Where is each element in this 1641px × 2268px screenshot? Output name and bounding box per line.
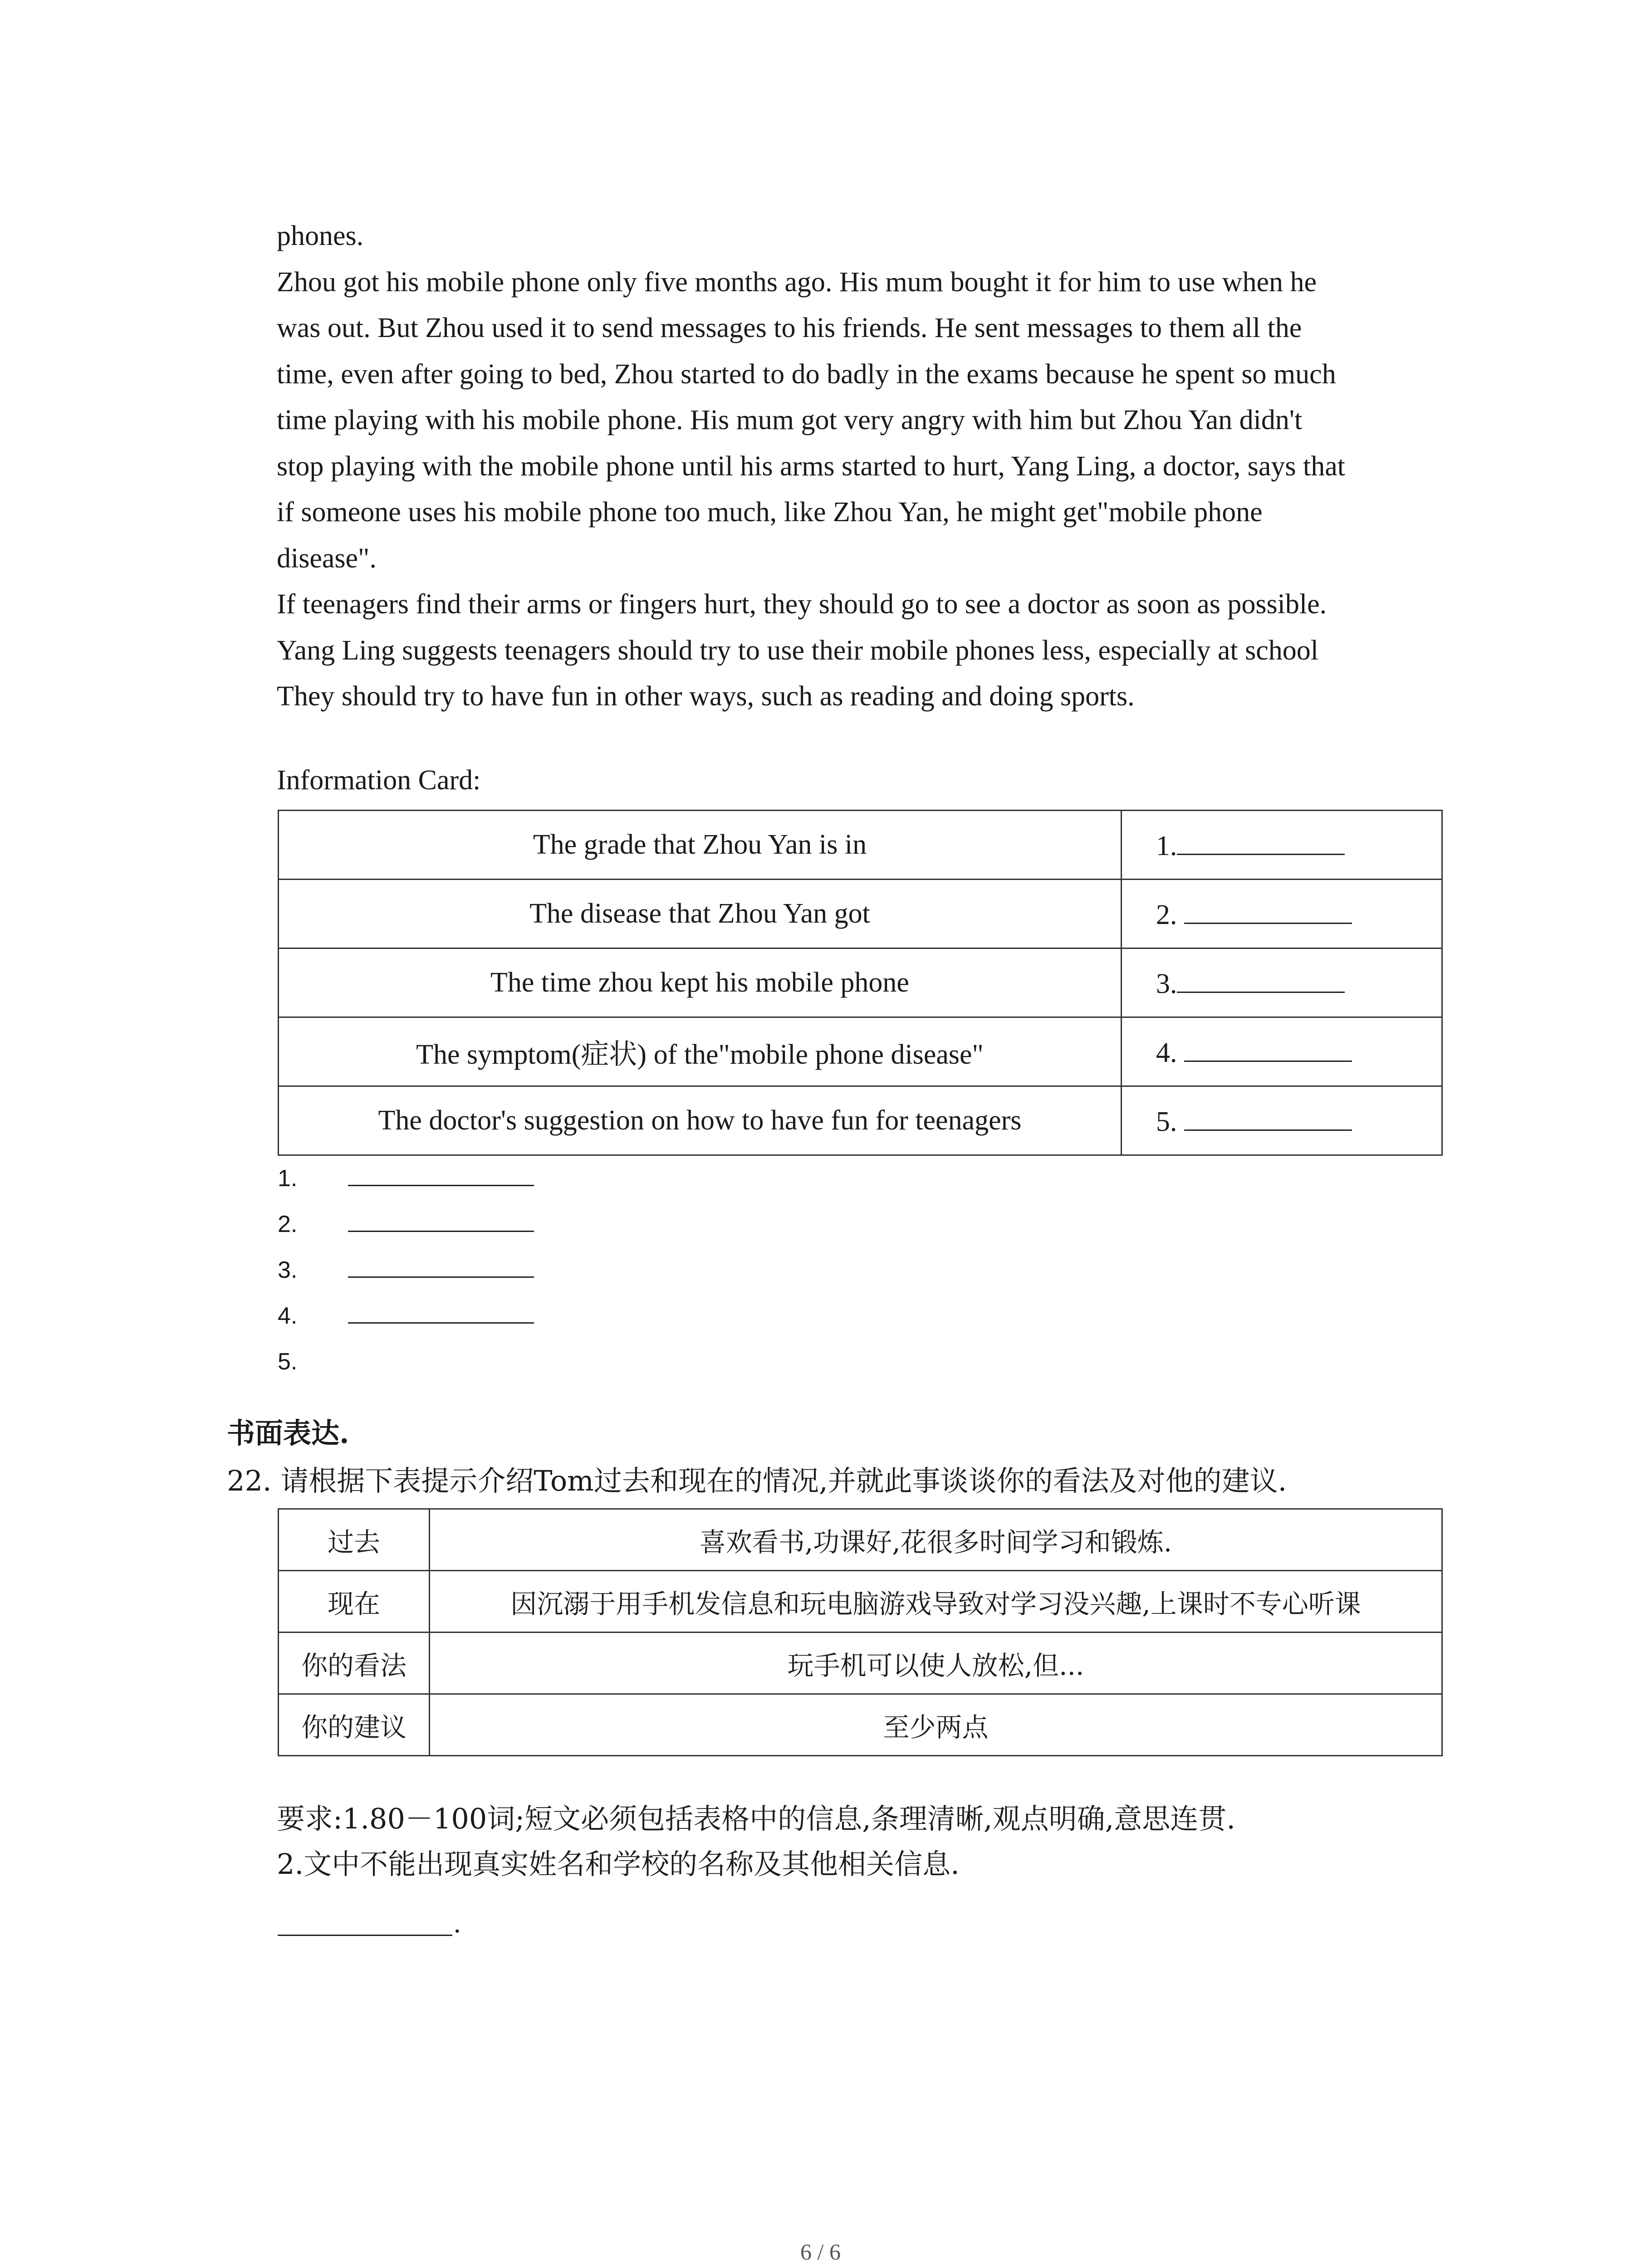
answer-blank[interactable]: [1184, 1034, 1352, 1062]
answer-blank[interactable]: [1177, 827, 1345, 855]
passage-line: phones.: [277, 220, 364, 251]
table-value: 因沉溺于用手机发信息和玩电脑游戏导致对学习没兴趣,上课时不专心听课: [430, 1571, 1442, 1633]
passage-line: if someone uses his mobile phone too much, like Zhou Yan, he might get"mobile phone: [277, 497, 1263, 528]
essay-answer-line[interactable]: [278, 1907, 452, 1936]
information-card-label: Information Card:: [277, 765, 481, 796]
answer-number: 5.: [278, 1349, 298, 1375]
answer-number: 3.: [278, 1257, 298, 1283]
table-key: 你的看法: [279, 1633, 430, 1694]
answer-blank[interactable]: [1184, 1103, 1352, 1131]
table-value: 喜欢看书,功课好,花很多时间学习和锻炼.: [430, 1509, 1442, 1571]
table-row: [279, 880, 1442, 948]
card-answer-number: 1.: [1156, 831, 1177, 861]
answer-blank[interactable]: [1184, 896, 1352, 924]
requirement-line: 2.文中不能出现真实姓名和学校的名称及其他相关信息.: [277, 1848, 960, 1881]
passage-line: stop playing with the mobile phone until his arms started to hurt, Yang Ling, a doctor, says that: [277, 450, 1345, 482]
passage-line: disease".: [277, 543, 377, 574]
table-key: 现在: [279, 1571, 430, 1633]
table-row: [279, 1509, 1442, 1571]
passage-line: Yang Ling suggests teenagers should try to use their mobile phones less, especially at school: [277, 635, 1318, 666]
section-heading: 书面表达.: [227, 1417, 349, 1450]
table-row: [279, 1633, 1442, 1694]
card-answer-number: 2.: [1156, 899, 1184, 930]
card-answer-cell[interactable]: [1121, 1086, 1442, 1155]
passage-line: Zhou got his mobile phone only five months ago. His mum bought it for him to use when he: [277, 266, 1317, 298]
card-answer-number: 3.: [1156, 968, 1177, 999]
reading-passage: [277, 213, 1456, 720]
card-answer-cell[interactable]: [1121, 811, 1442, 880]
card-answer-number: 5.: [1156, 1106, 1184, 1137]
card-answer-cell[interactable]: [1121, 948, 1442, 1017]
card-question: The symptom(症状) of the"mobile phone disease": [279, 1017, 1122, 1086]
card-answer-cell[interactable]: [1121, 880, 1442, 948]
page-number: 6 / 6: [800, 2239, 841, 2264]
answer-number: 2.: [278, 1211, 298, 1237]
card-question: The time zhou kept his mobile phone: [279, 948, 1122, 1017]
passage-line: time playing with his mobile phone. His mum got very angry with him but Zhou Yan didn't: [277, 405, 1303, 435]
answer-blank[interactable]: [1177, 965, 1345, 993]
card-answer-number: 4.: [1156, 1037, 1184, 1068]
table-key: 过去: [279, 1509, 430, 1571]
passage-line: was out. But Zhou used it to send messages to his friends. He sent messages to them all the: [277, 313, 1302, 343]
table-row: [279, 811, 1442, 880]
answer-line[interactable]: [348, 1322, 534, 1324]
answer-number: 4.: [278, 1303, 298, 1329]
table-row: [279, 1086, 1442, 1155]
card-question: The disease that Zhou Yan got: [279, 880, 1122, 948]
answer-number: 1.: [278, 1165, 298, 1192]
table-value: 至少两点: [430, 1694, 1442, 1756]
card-question: The doctor's suggestion on how to have fun for teenagers: [279, 1086, 1122, 1155]
answer-line[interactable]: [348, 1276, 534, 1278]
table-key: 你的建议: [279, 1694, 430, 1756]
writing-question: 22. 请根据下表提示介绍Tom过去和现在的情况,并就此事谈谈你的看法及对他的建议.: [227, 1464, 1287, 1497]
answer-line[interactable]: [348, 1185, 534, 1186]
tom-info-table: [278, 1508, 1443, 1756]
essay-answer-end: .: [454, 1908, 461, 1939]
information-card-table: [278, 810, 1443, 1156]
table-row: [279, 1694, 1442, 1756]
table-row: [279, 1017, 1442, 1086]
table-row: [279, 948, 1442, 1017]
answer-line[interactable]: [348, 1231, 534, 1232]
passage-line: time, even after going to bed, Zhou started to do badly in the exams because he spent so much: [277, 358, 1336, 390]
card-answer-cell[interactable]: [1121, 1017, 1442, 1086]
table-value: 玩手机可以使人放松,但...: [430, 1633, 1442, 1694]
passage-line: They should try to have fun in other ways, such as reading and doing sports.: [277, 681, 1135, 712]
card-question: The grade that Zhou Yan is in: [279, 811, 1122, 880]
requirement-line: 要求:1.80－100词;短文必须包括表格中的信息,条理清晰,观点明确,意思连贯.: [277, 1802, 1235, 1835]
passage-line: If teenagers find their arms or fingers hurt, they should go to see a doctor as soon as possible.: [277, 589, 1327, 620]
table-row: [279, 1571, 1442, 1633]
